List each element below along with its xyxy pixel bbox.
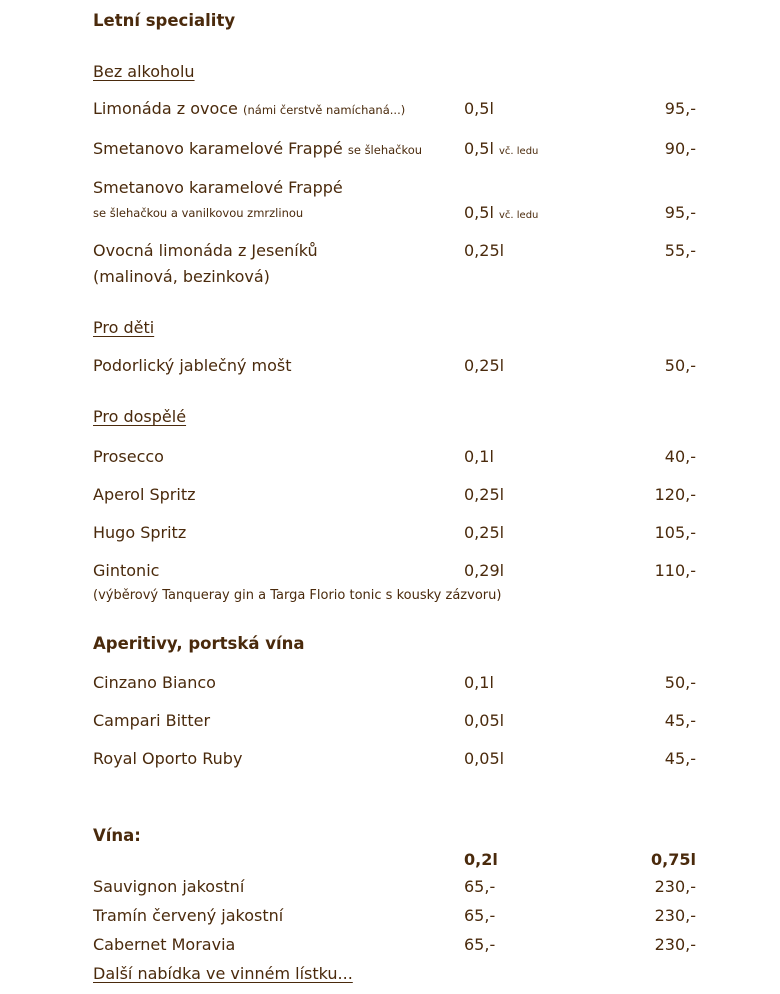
item-volume-group: [464, 139, 538, 158]
item-name: Podorlický jablečný mošt: [93, 356, 292, 375]
item-volume-note: vč. ledu: [498, 146, 539, 157]
item-name: Cinzano Bianco: [93, 673, 216, 692]
item-volume: 0,05l: [464, 749, 505, 768]
item-volume: 0,25l: [464, 241, 505, 260]
item-price: 90,-: [664, 139, 696, 158]
adults-heading: Pro dospělé: [93, 407, 187, 426]
item-price: 95,-: [664, 203, 696, 222]
wine-col-small-header: 0,2l: [464, 850, 498, 869]
aperitifs-title: Aperitivy, portská vína: [93, 634, 305, 653]
item-price: 105,-: [654, 523, 696, 542]
wine-price-large: 230,-: [654, 906, 696, 925]
item-name: Gintonic: [93, 561, 160, 580]
item-note: se šlehačkou a vanilkovou zmrzlinou: [93, 206, 304, 220]
wines-title: Vína:: [93, 826, 141, 845]
item-name: Limonáda z ovoce: [93, 99, 238, 118]
summer-specials-title: Letní speciality: [93, 11, 236, 30]
no-alcohol-heading: Bez alkoholu: [93, 62, 195, 81]
item-volume: 0,25l: [464, 485, 505, 504]
item-volume: 0,5l: [464, 203, 494, 222]
item-volume-group: [464, 203, 538, 222]
item-price: 95,-: [664, 99, 696, 118]
item-note: se šlehačkou: [347, 143, 423, 157]
item-name: Hugo Spritz: [93, 523, 187, 542]
menu-item: [93, 99, 405, 118]
item-name: Aperol Spritz: [93, 485, 196, 504]
item-note: (malinová, bezinková): [93, 267, 270, 286]
item-price: 45,-: [664, 711, 696, 730]
wine-price-small: 65,-: [464, 906, 496, 925]
wine-col-large-header: 0,75l: [651, 850, 696, 869]
item-volume: 0,05l: [464, 711, 505, 730]
wine-price-large: 230,-: [654, 877, 696, 896]
item-volume: 0,5l: [464, 139, 494, 158]
item-name: Campari Bitter: [93, 711, 211, 730]
item-volume-note: vč. ledu: [498, 210, 539, 221]
item-volume: 0,25l: [464, 356, 505, 375]
menu-item: [93, 139, 422, 158]
kids-heading: Pro děti: [93, 318, 155, 337]
item-price: 40,-: [664, 447, 696, 466]
item-volume: 0,29l: [464, 561, 505, 580]
item-price: 45,-: [664, 749, 696, 768]
item-price: 110,-: [654, 561, 696, 580]
item-price: 120,-: [654, 485, 696, 504]
item-note: (námi čerstvě namíchaná...): [243, 103, 406, 117]
item-name: Cabernet Moravia: [93, 935, 236, 954]
wine-price-small: 65,-: [464, 877, 496, 896]
item-name: Ovocná limonáda z Jeseníků: [93, 241, 318, 260]
item-price: 50,-: [664, 673, 696, 692]
item-volume: 0,25l: [464, 523, 505, 542]
item-volume: 0,1l: [464, 673, 494, 692]
wine-price-large: 230,-: [654, 935, 696, 954]
item-price: 50,-: [664, 356, 696, 375]
item-note: (výběrový Tanqueray gin a Targa Florio tonic s kousky zázvoru): [93, 588, 502, 603]
item-name: Tramín červený jakostní: [93, 906, 284, 925]
item-name: Sauvignon jakostní: [93, 877, 245, 896]
item-name: Smetanovo karamelové Frappé: [93, 178, 343, 197]
item-name: Smetanovo karamelové Frappé: [93, 139, 343, 158]
item-volume: 0,1l: [464, 447, 494, 466]
item-price: 55,-: [664, 241, 696, 260]
item-name: Prosecco: [93, 447, 164, 466]
wine-list-link[interactable]: Další nabídka ve vinném lístku...: [93, 964, 353, 983]
item-name: Royal Oporto Ruby: [93, 749, 243, 768]
item-volume: 0,5l: [464, 99, 494, 118]
wine-price-small: 65,-: [464, 935, 496, 954]
